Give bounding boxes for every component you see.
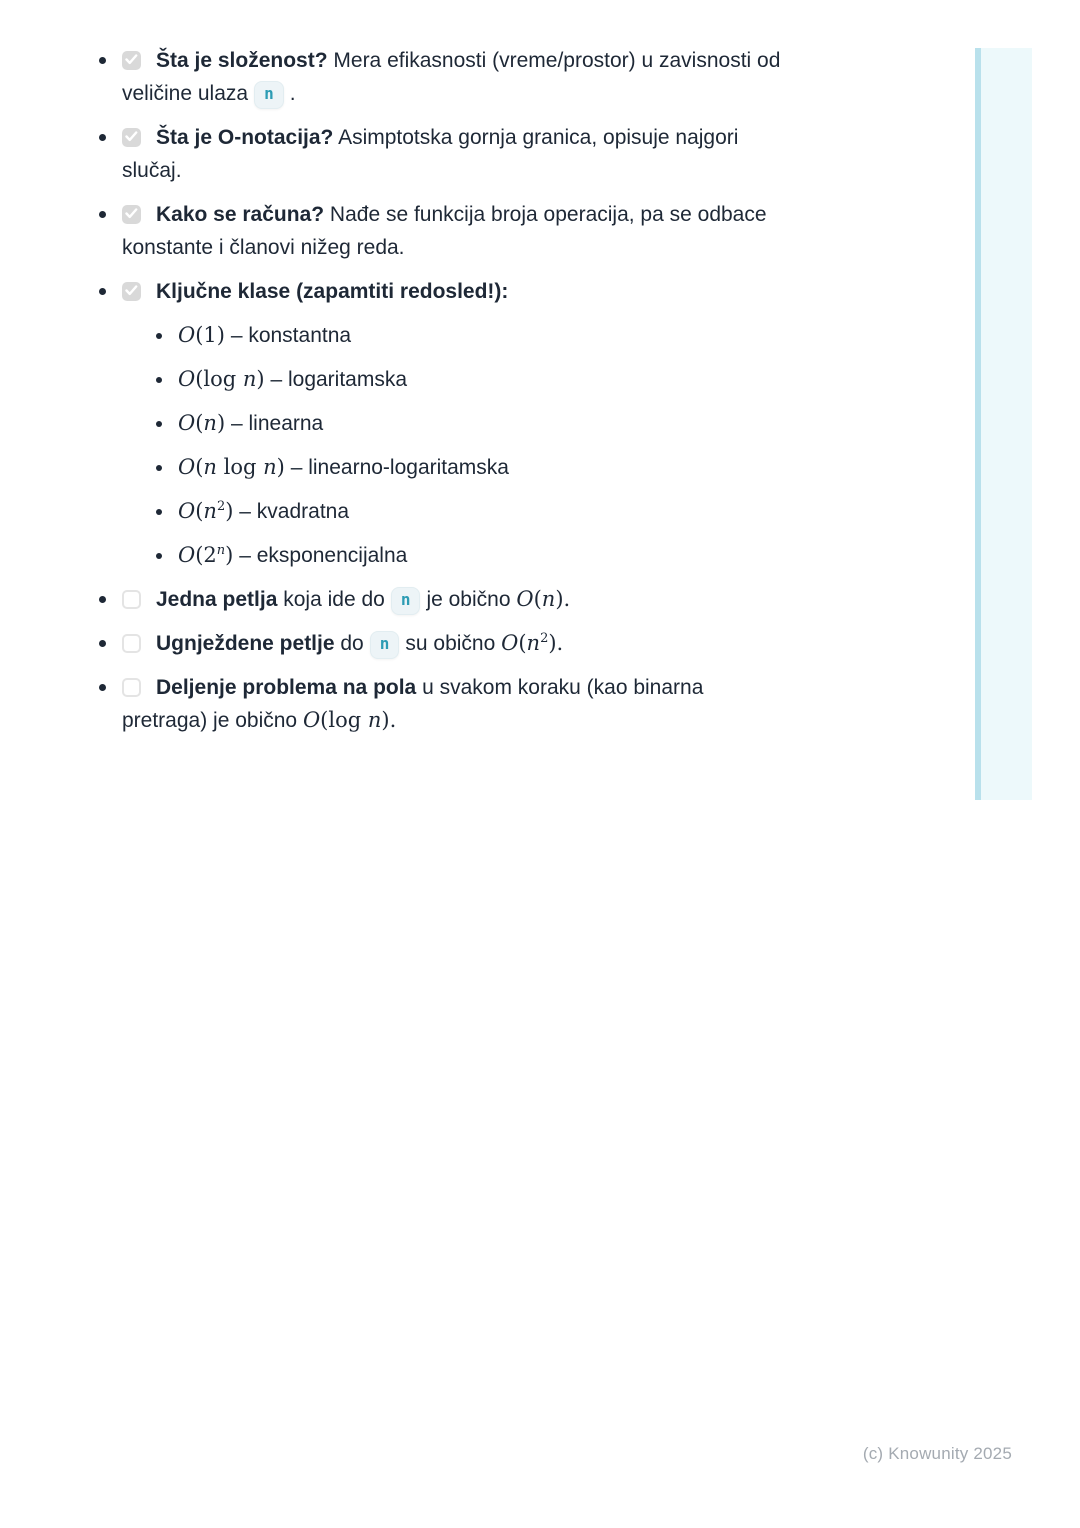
- bullet-icon: [156, 377, 162, 383]
- class-label: – linearna: [231, 412, 324, 435]
- complexity-class-constant: [156, 319, 782, 352]
- formula-o-n-squared: $O(n^2)$: [178, 499, 234, 523]
- inline-code-badge: n: [254, 81, 284, 109]
- item-bold-label: Deljenje problema na pola: [156, 676, 417, 699]
- item-bold-label: Šta je O-notacija?: [156, 126, 334, 149]
- bullet-icon: [156, 333, 162, 339]
- item-bold-label: Kako se računa?: [156, 203, 325, 226]
- checkbox-checked-icon[interactable]: [122, 51, 141, 70]
- checklist-item-kako-se-racuna: [92, 198, 782, 264]
- checklist: [92, 44, 782, 737]
- bullet-icon: [99, 684, 106, 691]
- checklist-item-deljenje-problema: [92, 671, 782, 737]
- bullet-icon: [99, 211, 106, 218]
- checklist-item-slozenost: [92, 44, 782, 110]
- item-text: koja ide do: [283, 588, 385, 611]
- formula-o-2-pow-n: O(2$^n$): [178, 543, 234, 567]
- complexity-class-linear: [156, 407, 782, 440]
- class-label: – kvadratna: [239, 500, 350, 523]
- checkbox-unchecked-icon[interactable]: [122, 634, 141, 653]
- bullet-icon: [156, 465, 162, 471]
- bullet-icon: [99, 134, 106, 141]
- checklist-item-jedna-petlja: [92, 583, 782, 616]
- checklist-item-kljucne-klase: [92, 275, 782, 572]
- complexity-class-linearithmic: [156, 451, 782, 484]
- checkbox-unchecked-icon[interactable]: [122, 678, 141, 697]
- bullet-icon: [99, 640, 106, 647]
- formula-o-n: O(n).: [516, 587, 571, 611]
- formula-o-log-n: O(log n): [178, 367, 265, 391]
- bullet-icon: [156, 421, 162, 427]
- formula-o-1: O(1): [178, 323, 225, 347]
- complexity-class-exponential: [156, 539, 782, 572]
- item-text: je obično: [426, 588, 511, 611]
- checkbox-checked-icon[interactable]: [122, 282, 141, 301]
- checkbox-unchecked-icon[interactable]: [122, 590, 141, 609]
- class-label: – konstantna: [230, 324, 352, 347]
- formula-o-n-squared: $O(n^2)$.: [501, 631, 564, 655]
- checklist-item-ugnjezdene-petlje: [92, 627, 782, 660]
- bullet-icon: [99, 596, 106, 603]
- right-highlight-bar: [975, 48, 1032, 800]
- checklist-item-o-notacija: [92, 121, 782, 187]
- complexity-class-quadratic: [156, 495, 782, 528]
- checkbox-checked-icon[interactable]: [122, 128, 141, 147]
- item-text: Nađe se funkcija broja operacija, pa se odbace konstante i članovi nižeg reda.: [122, 203, 767, 259]
- copyright-footer: (c) Knowunity 2025: [862, 1444, 1012, 1463]
- item-text: Mera efikasnosti (vreme/prostor) u zavisnosti od veličine ulaza: [122, 49, 781, 105]
- inline-code-badge: n: [391, 587, 421, 615]
- bullet-icon: [156, 553, 162, 559]
- item-bold-label: Jedna petlja: [156, 588, 278, 611]
- class-label: – eksponencijalna: [239, 544, 408, 567]
- checkbox-checked-icon[interactable]: [122, 205, 141, 224]
- item-bold-label: Ugnježdene petlje: [156, 632, 335, 655]
- complexity-classes-list: [156, 319, 782, 572]
- item-text: u svakom koraku (kao binarna pretraga) je obično: [122, 676, 704, 732]
- bullet-icon: [99, 57, 106, 64]
- formula-o-n: O(n): [178, 411, 226, 435]
- item-text: .: [289, 82, 296, 105]
- item-bold-label: Ključne klase (zapamtiti redosled!):: [156, 280, 509, 303]
- notes-content: [92, 44, 782, 748]
- complexity-class-logarithmic: [156, 363, 782, 396]
- inline-code-badge: n: [370, 631, 400, 659]
- item-text: su obično: [405, 632, 496, 655]
- class-label: – logaritamska: [270, 368, 408, 391]
- item-text: do: [340, 632, 364, 655]
- formula-o-n-log-n: O(n log n): [178, 455, 285, 479]
- bullet-icon: [99, 288, 106, 295]
- item-text: Asimptotska gornja granica, opisuje najgori slučaj.: [122, 126, 739, 182]
- bullet-icon: [156, 509, 162, 515]
- item-bold-label: Šta je složenost?: [156, 49, 328, 72]
- class-label: – linearno-logaritamska: [290, 456, 509, 479]
- formula-o-log-n: O(log n).: [302, 708, 397, 732]
